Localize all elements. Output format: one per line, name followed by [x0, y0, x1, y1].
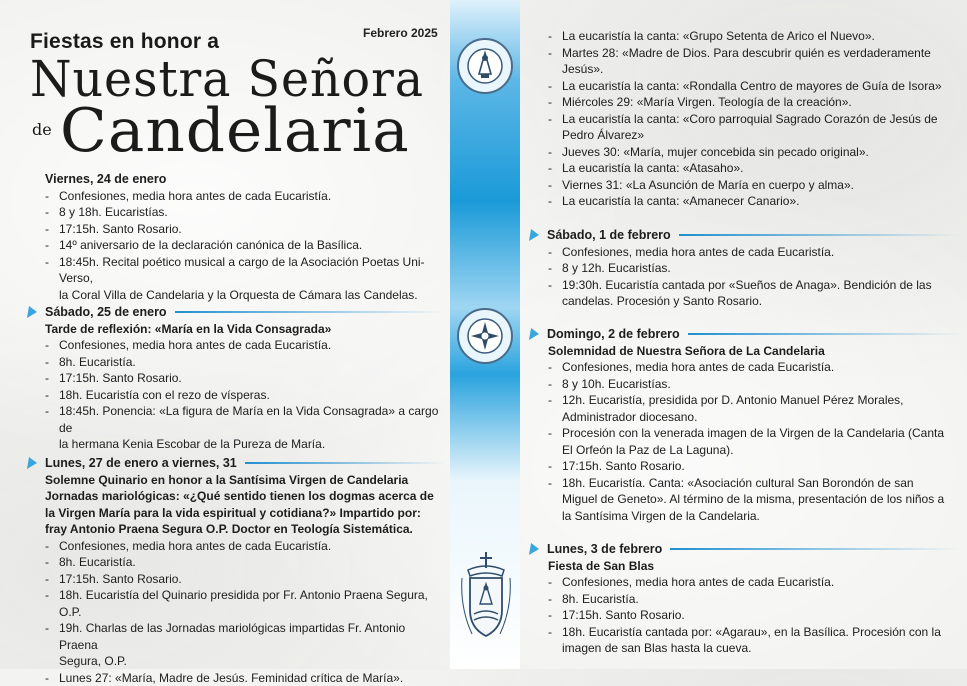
heading-rule [688, 333, 960, 335]
list-item-continuation: imagen de san Blas hasta la cueva. [548, 640, 960, 657]
heading-rule [679, 234, 960, 236]
list-item: - 18h. Eucaristía. Canta: «Asociación cultural San Borondón de san [548, 475, 960, 492]
section-heading-row [28, 455, 445, 472]
list-item: - La eucaristía la canta: «Rondalla Centro de mayores de Guía de Isora» [548, 78, 960, 95]
arrow-icon [27, 457, 38, 469]
list-item: - 19:30h. Eucaristía cantada por «Sueños de Anaga». Bendición de las [548, 277, 960, 294]
title-line-3: Candelaria [60, 96, 410, 166]
list-item: - Confesiones, media hora antes de cada Eucaristía. [548, 359, 960, 376]
episcopal-crest-icon [458, 548, 514, 644]
list-item: - 12h. Eucaristía, presidida por D. Antonio Manuel Pérez Morales, [548, 392, 960, 409]
list-item-continuation: Jesús». [548, 61, 960, 78]
section-quinario-continued [548, 28, 960, 210]
list-item-continuation: Pedro Álvarez» [548, 127, 960, 144]
section-heading: Lunes, 27 de enero a viernes, 31 [45, 455, 237, 472]
section-subtitle: Jornadas mariológicas: «¿Qué sentido tienen los dogmas acerca de [45, 488, 445, 505]
section-lunes-3 [530, 541, 960, 657]
list-item: - 17:15h. Santo Rosario. [548, 458, 960, 475]
arrow-icon [529, 229, 540, 241]
section-quinario [28, 455, 445, 686]
section-subtitle: Solemne Quinario en honor a la Santísima Virgen de Candelaria [45, 472, 445, 489]
list-item: - 18h. Eucaristía del Quinario presidida por Fr. Antonio Praena Segura, O.P. [45, 587, 445, 620]
section-viernes-24 [45, 171, 445, 303]
list-item: - 18:45h. Recital poético musical a cargo de la Asociación Poetas Uni-Verso, [45, 254, 445, 287]
list-item: - 17:15h. Santo Rosario. [45, 370, 445, 387]
section-heading: Sábado, 1 de febrero [547, 227, 671, 244]
list-item: - 17:15h. Santo Rosario. [45, 571, 445, 588]
section-sabado-1 [530, 227, 960, 310]
title-de: de [32, 120, 52, 139]
section-subtitle: fray Antonio Praena Segura O.P. Doctor en Teología Sistemática. [45, 521, 445, 538]
list-item: - 8h. Eucaristía. [45, 554, 445, 571]
list-item: - 19h. Charlas de las Jornadas mariológicas impartidas Fr. Antonio Praena [45, 620, 445, 653]
left-column [0, 0, 450, 669]
list-item: - 8 y 12h. Eucaristías. [548, 260, 960, 277]
list-item: - Martes 28: «Madre de Dios. Para descubrir quién es verdaderamente [548, 45, 960, 62]
arrow-icon [529, 328, 540, 340]
section-heading: Viernes, 24 de enero [45, 171, 445, 188]
list-item-continuation: Segura, O.P. [45, 653, 445, 670]
section-heading-row [530, 227, 960, 244]
list-item: - 18h. Eucaristía cantada por: «Agarau», en la Basílica. Procesión con la [548, 624, 960, 641]
heading-rule [670, 548, 960, 550]
section-subtitle: Fiesta de San Blas [548, 558, 960, 575]
list-item: - Viernes 31: «La Asunción de María en cuerpo y alma». [548, 177, 960, 194]
list-item: - La eucaristía la canta: «Amanecer Canario». [548, 193, 960, 210]
list-item-continuation: la hermana Kenia Escobar de la Pureza de María. [45, 436, 445, 453]
list-item: - 8h. Eucaristía. [45, 354, 445, 371]
list-item: - 18:45h. Ponencia: «La figura de María en la Vida Consagrada» a cargo de [45, 403, 445, 436]
section-heading-row [530, 541, 960, 558]
list-item: - Confesiones, media hora antes de cada Eucaristía. [45, 337, 445, 354]
list-item: - Miércoles 29: «María Virgen. Teología de la creación». [548, 94, 960, 111]
list-item-continuation: El Orfeón la Paz de La Laguna). [548, 442, 960, 459]
heading-rule [175, 311, 445, 313]
list-item: - Confesiones, media hora antes de cada Eucaristía. [45, 188, 445, 205]
list-item-continuation: candelas. Procesión y Santo Rosario. [548, 293, 960, 310]
list-item: - Confesiones, media hora antes de cada Eucaristía. [548, 244, 960, 261]
list-item: - 8h. Eucaristía. [548, 591, 960, 608]
heading-rule [245, 462, 445, 464]
section-heading: Sábado, 25 de enero [45, 304, 167, 321]
list-item: - 17:15h. Santo Rosario. [45, 221, 445, 238]
section-sabado-25 [28, 304, 445, 453]
title-line-1: Fiestas en honor a [30, 30, 219, 54]
list-item: - 8 y 10h. Eucaristías. [548, 376, 960, 393]
section-heading: Domingo, 2 de febrero [547, 326, 680, 343]
santuario-seal-icon [457, 308, 513, 364]
list-item: - Lunes 27: «María, Madre de Jesús. Feminidad crítica de María». [45, 670, 445, 686]
center-band [450, 0, 520, 669]
section-heading-row [28, 304, 445, 321]
list-item: - La eucaristía la canta: «Coro parroquial Sagrado Corazón de Jesús de [548, 111, 960, 128]
arrow-icon [529, 543, 540, 555]
list-item-continuation: Administrador diocesano. [548, 409, 960, 426]
list-item: - Confesiones, media hora antes de cada Eucaristía. [548, 574, 960, 591]
list-item: - 18h. Eucaristía con el rezo de vísperas. [45, 387, 445, 404]
arrow-icon [27, 306, 38, 318]
list-item: - Procesión con la venerada imagen de la Virgen de la Candelaria (Canta [548, 425, 960, 442]
date-label: Febrero 2025 [363, 26, 438, 40]
list-item: - 17:15h. Santo Rosario. [548, 607, 960, 624]
section-subtitle: Tarde de reflexión: «María en la Vida Consagrada» [45, 321, 445, 338]
section-subtitle: la Virgen María para la vida espiritual y cotidiana?» Impartido por: [45, 505, 445, 522]
right-column [520, 0, 967, 669]
list-item-continuation: la Coral Villa de Candelaria y la Orquesta de Cámara las Candelas. [45, 287, 445, 304]
foundation-seal-icon [457, 38, 513, 94]
list-item: - Jueves 30: «María, mujer concebida sin pecado original». [548, 144, 960, 161]
section-domingo-2 [530, 326, 960, 524]
section-heading: Lunes, 3 de febrero [547, 541, 662, 558]
title-line-2: Nuestra Señora [30, 50, 424, 108]
list-item: - 8 y 18h. Eucaristías. [45, 204, 445, 221]
section-subtitle: Solemnidad de Nuestra Señora de La Candelaria [548, 343, 960, 360]
list-item-continuation: la Santísima Virgen de la Candelaria. [548, 508, 960, 525]
list-item: - La eucaristía la canta: «Atasaho». [548, 160, 960, 177]
list-item: - Confesiones, media hora antes de cada Eucaristía. [45, 538, 445, 555]
list-item: - 14º aniversario de la declaración canónica de la Basílica. [45, 237, 445, 254]
section-heading-row [530, 326, 960, 343]
list-item-continuation: Miguel de Geneto». Al término de la misma, presentación de los niños a [548, 491, 960, 508]
list-item: - La eucaristía la canta: «Grupo Setenta de Arico el Nuevo». [548, 28, 960, 45]
